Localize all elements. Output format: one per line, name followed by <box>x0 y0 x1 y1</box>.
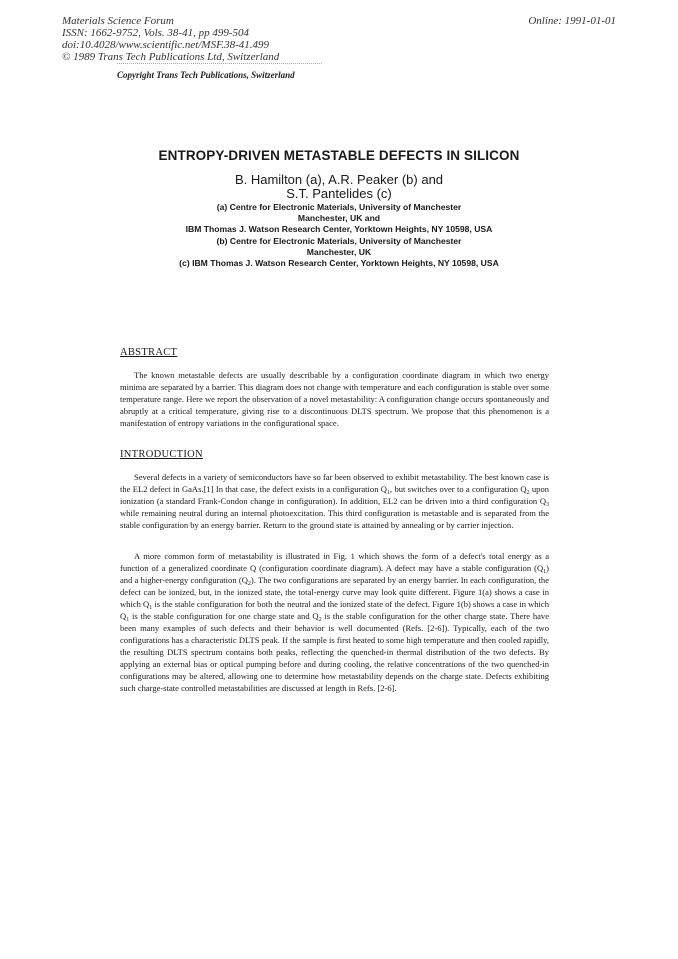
abstract-text: The known metastable defects are usually describable by a configuration coordinate diagram in which two energy minima are separated by a barrier. This diagram does not change with temperature and each configuration is stable over some temperature range. Here we report the observation of a novel metastability: A configuration change occurs spontaneously and abruptly at a critical temperature, giving rise to a discontinuous DLTS spectrum. We propose that this phenomenon is a manifestation of entropy variations in the configurational space. <box>120 370 549 428</box>
journal-name: Materials Science Forum <box>62 15 174 27</box>
affiliation-line: (a) Centre for Electronic Materials, University of Manchester <box>216 202 462 212</box>
title-block <box>0 148 678 269</box>
affiliation-line: Manchester, UK <box>306 246 372 257</box>
abstract-heading: ABSTRACT <box>120 347 178 358</box>
affiliation-line: (b) Centre for Electronic Materials, University of Manchester <box>216 235 462 246</box>
authors-line-2: S.T. Pantelides (c) <box>286 185 392 201</box>
affiliation-line: (c) IBM Thomas J. Watson Research Center, Yorktown Heights, NY 10598, USA <box>179 258 499 269</box>
intro-paragraph-2: A more common form of metastability is illustrated in Fig. 1 which shows the form of a defect's total energy as a function of a generalized coordinate Q (configuration coordinate diagram). A defect may have a stable configuration $(Q_1)$ and a higher-energy configuration $(Q_2)$. The two configurations are separated by an energy barrier. In each configuration, the defect can be ionized, but, in the ionized state, the total-energy curve may look quite different. Figure 1(a) shows a case in which $Q_1$ is the stable configuration for both the neutral and the ionized state of the defect. Figure 1(b) shows a case in which $Q_1$ is the stable configuration for one charge state and $Q_2$ is the stable configuration for the other charge state. There have been many examples of such defects and their behavior is well documented (Refs. [2-6]). Typically, each of the two configurations has a characteristic DLTS peak. If the sample is first heated to some high temperature and then cooled rapidly, the resulting DLTS spectrum contains both peaks, reflecting the quenched-in thermal distribution of the two defects. By applying an external bias or optical pumping before and during cooling, the relative concentrations of the two quenched-in configurations may be altered, allowing one to determine how metastability depends on the charge state. Defects exhibiting such charge-state controlled metastabilities are discussed at length in Refs. [2-6]. <box>120 551 550 693</box>
authors-line-1: B. Hamilton (a), A.R. Peaker (b) and <box>234 172 444 187</box>
doi-link[interactable]: doi:10.4028/www.scientific.net/MSF.38-41.499 <box>62 39 270 51</box>
original-header-remnant <box>117 63 322 69</box>
paper-title: ENTROPY-DRIVEN METASTABLE DEFECTS IN SILICON <box>158 148 520 163</box>
affiliation-line: Manchester, UK and <box>297 213 381 224</box>
intro-paragraph-1: Several defects in a variety of semiconductors have so far been observed to exhibit metastability. The best known case is the EL2 defect in GaAs.[1] In that case, the defect exists in a configuration $Q_1$, but switches over to a configuration $Q_2$ upon ionization (a standard Frank-Condon change in configuration). In addition, EL2 can be driven into a third configuration $Q_3$ while remaining neutral during an internal photoexcitation. This third configuration is metastable and is separated from the stable configuration by an energy barrier. Return to the ground state is attained by annealing or by carrier injection. <box>120 472 549 530</box>
affiliation-line: IBM Thomas J. Watson Research Center, Yorktown Heights, NY 10598, USA <box>185 224 493 235</box>
publisher-copyright: © 1989 Trans Tech Publications Ltd, Switzerland <box>62 51 280 63</box>
online-date: Online: 1991-01-01 <box>528 15 616 27</box>
copyright-notice: Copyright Trans Tech Publications, Switzerland <box>117 70 295 80</box>
issn-line: ISSN: 1662-9752, Vols. 38-41, pp 499-504 <box>62 27 249 39</box>
introduction-heading: INTRODUCTION <box>120 449 203 460</box>
affiliations <box>0 202 678 269</box>
author-list <box>0 173 678 200</box>
citation-header <box>62 15 279 63</box>
